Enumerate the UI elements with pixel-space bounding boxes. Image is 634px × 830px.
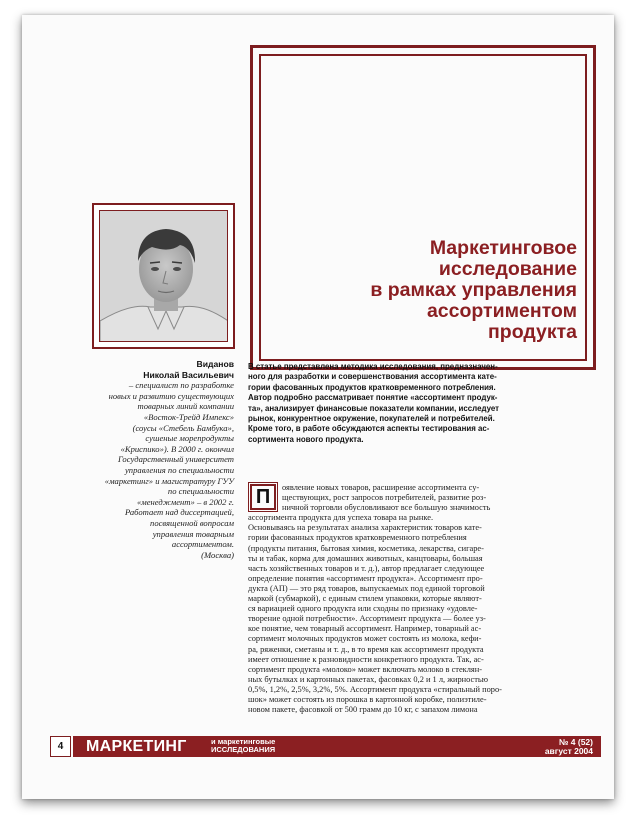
magazine-logo-main: МАРКЕТИНГ	[86, 738, 187, 755]
author-photo-frame	[92, 203, 235, 349]
author-info	[82, 359, 234, 560]
page-footer	[50, 736, 601, 757]
magazine-page	[22, 15, 614, 799]
author-portrait-image	[100, 211, 228, 342]
magazine-logo-sub: и маркетинговые ИССЛЕДОВАНИЯ	[211, 737, 276, 755]
author-photo	[99, 210, 228, 342]
article-abstract: В статье представлена методика исследования, предназначен- ного для разработки и совершенствования ассортимента кате- гории фасованных продуктов кратковременного потребления. Автор подробно рассматривает понятие «ассортимент продук- та», анализирует финансовые показатели компании, исследует рынок, конкурентное окружение, покупателей и потребителей. Кроме того, в работе обсуждаются аспекты тестирования ас- сортимента нового продукта.	[248, 362, 500, 444]
title-frame	[250, 45, 596, 370]
issue-info: № 4 (52) август 2004	[544, 737, 593, 756]
footer-bar	[73, 736, 601, 757]
article-title: Маркетинговое исследование в рамках управления ассортиментом продукта	[370, 237, 577, 343]
drop-cap: П	[250, 484, 276, 510]
author-bio: – специалист по разработке новых и развитию существующих товарных линий компании «Восток-Трейд Импекс» (соусы «Стебель Бамбука», сушеные морепродукты «Криспико»). В 2000 г. окончил Государственный университет управления по специальности «маркетинг» и магистратуру ГУУ по специальности «менеджмент» – в 2002 г. Работает над диссертацией, посвященной вопросам управления товарным ассортиментом. (Москва)	[104, 380, 234, 560]
page-number: 4	[50, 736, 71, 757]
article-body	[248, 483, 593, 715]
article-body-text: оявление новых товаров, расширение ассортимента су- ществующих, рост запросов потребителей, развитие роз- ничной торговли обусловливают все большую значимость ассортимента продукта для успеха товара на рынке. Основываясь на результатах анализа характеристик товаров кате- гории фасованных продуктов кратковременного потребления (продукты питания, бытовая химия, косметика, лекарства, сигаре- ты и табак, корма для домашних животных, канцтовары, большая часть хозяйственных товаров и т. д.), автор предлагает следующее определение понятия «ассортимент продукта». Ассортимент про- дукта (АП) — это ряд товаров, выпускаемых под единой торговой маркой (субмаркой), с единым стилем упаковки, которые являют- ся вариацией одного продукта или сходны по признаку «удовле- творение одной потребности». Ассортимент продукта — более уз- кое понятие, чем товарный ассортимент. Например, товарный ас- сортимент молочных продуктов может состоять из молока, кефи- ра, ряженки, сметаны и т. д., в то время как ассортимент продукта имеет отношение к разновидности конкретного продукта. Так, ас- сортимент продукта «молоко» может включать молоко в стеклян- ных бутылках и картонных пакетах, фасовках 0,2 и 1 л, жирностью 0,5%, 1,2%, 2,5%, 3,2%, 5%. Ассортимент продукта «стиральный поро- шок» может состоять из порошка в картонной коробке, полиэтиле- новом пакете, фасовкой от 500 грамм до 10 кг, с запахом лимона	[248, 483, 502, 715]
author-name: Виданов Николай Васильевич	[143, 359, 234, 380]
